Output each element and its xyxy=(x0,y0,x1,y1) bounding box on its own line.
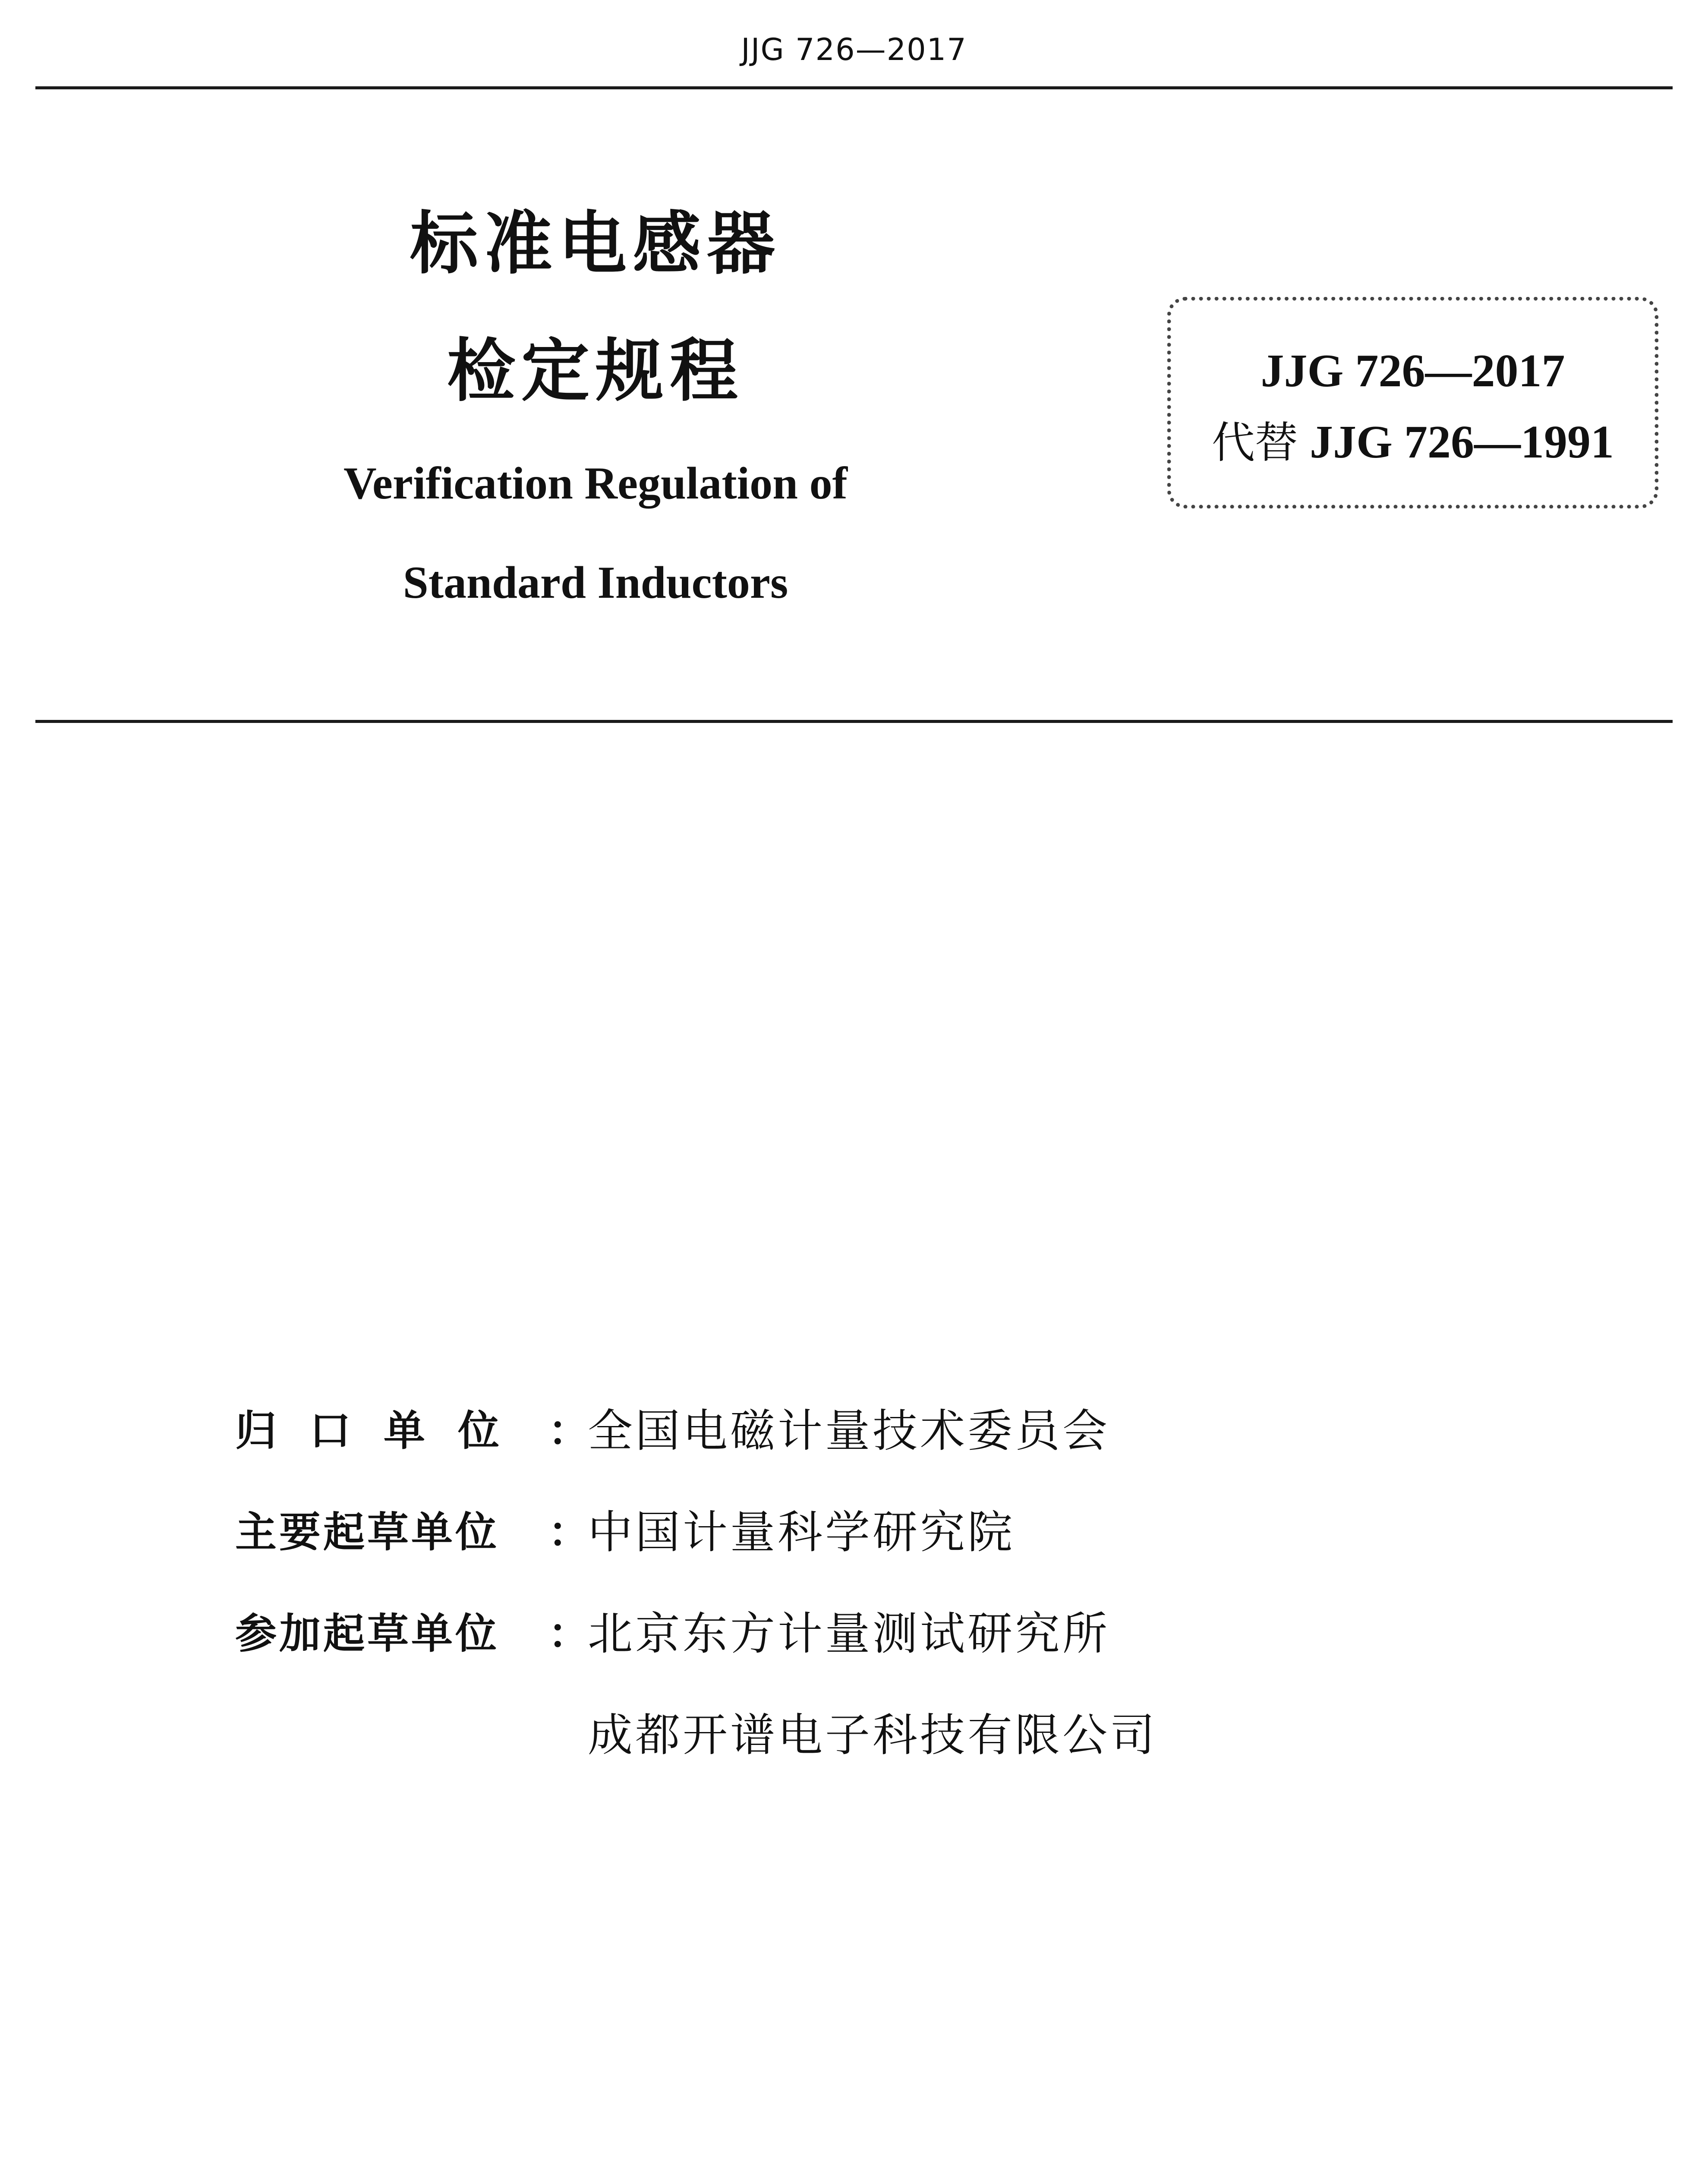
org-value-participating-drafter-2: 成都开谱电子科技有限公司 xyxy=(588,1709,1158,1761)
header-rule xyxy=(35,86,1673,89)
org-label-responsible-unit: 归口单位 xyxy=(235,1407,532,1455)
title-en-line2: Standard Inductors xyxy=(403,557,788,608)
org-value-main-drafter: 中国计量科学研究院 xyxy=(588,1506,1015,1559)
title-cn-line2: 检定规程 xyxy=(447,331,744,411)
replaced-code: JJG 726—1991 xyxy=(1309,416,1614,468)
org-colon: ： xyxy=(548,1407,589,1455)
org-value-participating-drafter-1: 北京东方计量测试研究所 xyxy=(588,1607,1110,1660)
standard-code-box xyxy=(1167,297,1658,508)
org-label-participating-drafter: 参加起草单位 xyxy=(235,1609,499,1658)
org-colon: ： xyxy=(548,1508,589,1556)
org-label-main-drafter: 主要起草单位 xyxy=(235,1508,499,1556)
org-colon: ： xyxy=(548,1609,589,1658)
title-en-line1: Verification Regulation of xyxy=(343,458,848,508)
replaced-standard xyxy=(1167,414,1658,471)
running-header-code: JJG 726—2017 xyxy=(741,32,967,67)
replace-prefix: 代替 xyxy=(1211,417,1298,468)
standard-code: JJG 726—2017 xyxy=(1261,345,1565,397)
title-block-rule xyxy=(35,720,1673,723)
title-cn-line1: 标准电感器 xyxy=(410,204,781,284)
org-value-responsible-unit: 全国电磁计量技术委员会 xyxy=(588,1404,1110,1457)
